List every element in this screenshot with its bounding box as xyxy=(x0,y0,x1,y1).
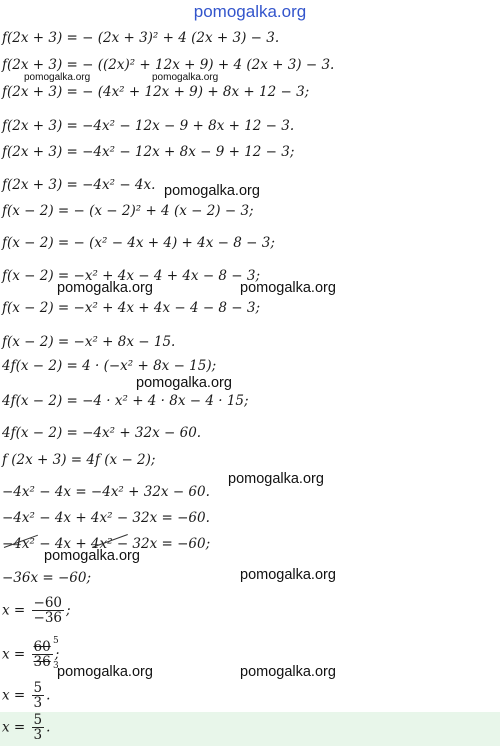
watermark: pomogalka.org xyxy=(240,567,336,583)
equation-line-14: 4f(x − 2) = −4x² + 32x − 60. xyxy=(2,425,202,441)
equation-line-8: f(x − 2) = − (x² − 4x + 4) + 4x − 8 − 3; xyxy=(2,235,275,251)
watermark: pomogalka.org xyxy=(240,280,336,296)
equation-line-6: f(2x + 3) = −4x² − 4x. xyxy=(2,177,156,193)
fraction-line-3 xyxy=(2,681,50,710)
fraction xyxy=(32,681,45,710)
fraction-tail: . xyxy=(46,719,51,736)
fraction-denominator: 36 xyxy=(33,654,51,670)
equation-line-17: −4x² − 4x + 4x² − 32x = −60. xyxy=(2,510,210,526)
answer-highlight xyxy=(0,712,500,746)
fraction-lhs: x = xyxy=(2,719,26,736)
watermark: pomogalka.org xyxy=(57,664,153,680)
fraction-line-4 xyxy=(2,713,50,742)
fraction-lhs: x = xyxy=(2,687,26,704)
watermark: pomogalka.org xyxy=(164,183,260,199)
equation-line-3: f(2x + 3) = − (4x² + 12x + 9) + 8x + 12 − 3; xyxy=(2,84,310,100)
site-header[interactable]: pomogalka.org xyxy=(193,2,307,21)
watermark: pomogalka.org xyxy=(228,471,324,487)
fraction-tail: ; xyxy=(54,646,60,663)
fraction-tail: . xyxy=(46,687,51,704)
reduced-denominator: 3 xyxy=(52,661,59,671)
fraction-numerator: 60 xyxy=(33,639,51,655)
fraction-tail: ; xyxy=(66,602,71,619)
equation-line-13: 4f(x − 2) = −4 · x² + 4 · 8x − 4 · 15; xyxy=(2,393,249,409)
equation-line-18: −4x² − 4x + 4x² − 32x = −60; xyxy=(2,536,211,552)
fraction-numerator: 5 xyxy=(33,712,43,728)
equation-line-5: f(2x + 3) = −4x² − 12x + 8x − 9 + 12 − 3; xyxy=(2,144,295,160)
equation-line-12: 4f(x − 2) = 4 · (−x² + 8x − 15); xyxy=(2,358,217,374)
reduced-numerator: 5 xyxy=(52,636,59,646)
watermark: pomogalka.org xyxy=(44,548,140,564)
fraction xyxy=(32,713,45,742)
watermark: pomogalka.org xyxy=(57,280,153,296)
fraction xyxy=(32,596,65,625)
fraction-line-2 xyxy=(2,636,60,671)
fraction-lhs: x = xyxy=(2,602,26,619)
fraction-denominator: −36 xyxy=(33,610,63,626)
fraction xyxy=(32,636,59,671)
equation-line-11: f(x − 2) = −x² + 8x − 15. xyxy=(2,334,176,350)
watermark: pomogalka.org xyxy=(152,72,219,83)
fraction-numerator: −60 xyxy=(33,595,63,611)
equation-line-7: f(x − 2) = − (x − 2)² + 4 (x − 2) − 3; xyxy=(2,203,254,219)
equation-line-9: f(x − 2) = −x² + 4x − 4 + 4x − 8 − 3; xyxy=(2,268,261,284)
watermark: pomogalka.org xyxy=(240,664,336,680)
equation-line-15: f (2x + 3) = 4f (x − 2); xyxy=(2,452,156,468)
fraction-numerator: 5 xyxy=(33,680,43,696)
equation-line-19: −36x = −60; xyxy=(2,570,92,586)
equation-line-4: f(2x + 3) = −4x² − 12x − 9 + 8x + 12 − 3. xyxy=(2,118,295,134)
equation-line-16: −4x² − 4x = −4x² + 32x − 60. xyxy=(2,484,210,500)
equation-line-1: f(2x + 3) = − (2x + 3)² + 4 (2x + 3) − 3. xyxy=(2,30,280,46)
fraction-denominator: 3 xyxy=(33,727,43,743)
watermark: pomogalka.org xyxy=(136,375,232,391)
fraction-line-1 xyxy=(2,596,71,625)
fraction-denominator: 3 xyxy=(33,695,43,711)
equation-line-2: f(2x + 3) = − ((2x)² + 12x + 9) + 4 (2x + 3) − 3. xyxy=(2,57,335,73)
equation-line-10: f(x − 2) = −x² + 4x + 4x − 4 − 8 − 3; xyxy=(2,300,261,316)
watermark: pomogalka.org xyxy=(24,72,91,83)
fraction-lhs: x = xyxy=(2,646,26,663)
